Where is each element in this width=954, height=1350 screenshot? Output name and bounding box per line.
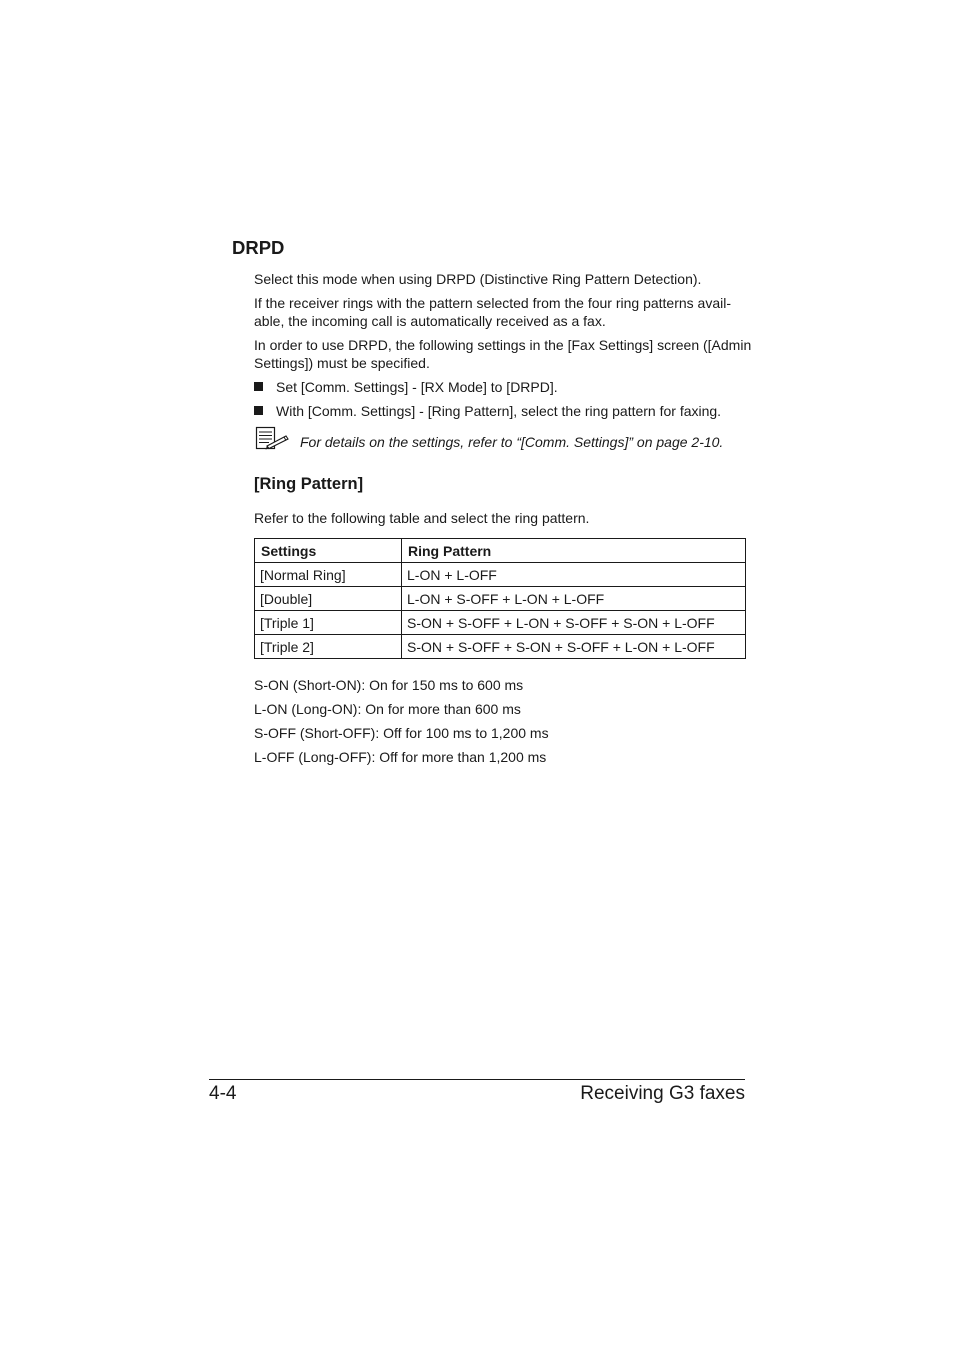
bullet-text: Set [Comm. Settings] - [RX Mode] to [DRPD]. xyxy=(276,379,558,395)
table-cell: [Double] xyxy=(255,587,402,611)
paragraph-ring-detection: If the receiver rings with the pattern selected from the four ring patterns avail-able, the incoming call is automatically received as a fax. xyxy=(254,295,732,329)
bullet-item xyxy=(254,378,558,396)
note-pencil-icon xyxy=(255,426,291,452)
table-header-row xyxy=(255,539,746,563)
column-header-settings: Settings xyxy=(255,539,402,563)
table-cell: S-ON + S-OFF + S-ON + S-OFF + L-ON + L-OFF xyxy=(402,635,746,659)
paragraph-intro: Select this mode when using DRPD (Distinctive Ring Pattern Detection). xyxy=(254,271,702,287)
paragraph-requirements: In order to use DRPD, the following settings in the [Fax Settings] screen ([Admin Settings]) must be specified. xyxy=(254,337,752,371)
definition-item: S-OFF (Short-OFF): Off for 100 ms to 1,200 ms xyxy=(254,725,549,741)
bullet-text: With [Comm. Settings] - [Ring Pattern], select the ring pattern for faxing. xyxy=(276,403,722,419)
footer-divider xyxy=(209,1079,745,1080)
section-heading: DRPD xyxy=(232,237,285,258)
definition-item: L-OFF (Long-OFF): Off for more than 1,200 ms xyxy=(254,749,547,765)
ring-pattern-table xyxy=(254,538,746,659)
table-cell: L-ON + S-OFF + L-ON + L-OFF xyxy=(402,587,746,611)
table-row xyxy=(255,635,746,659)
bullet-square-icon xyxy=(254,382,263,391)
definition-item: L-ON (Long-ON): On for more than 600 ms xyxy=(254,701,521,717)
table-cell: [Triple 1] xyxy=(255,611,402,635)
table-cell: [Normal Ring] xyxy=(255,563,402,587)
table-cell: [Triple 2] xyxy=(255,635,402,659)
table-cell: S-ON + S-OFF + L-ON + S-OFF + S-ON + L-OFF xyxy=(402,611,746,635)
column-header-ring-pattern: Ring Pattern xyxy=(402,539,746,563)
note-text: For details on the settings, refer to “[Comm. Settings]” on page 2-10. xyxy=(300,434,724,450)
chapter-title: Receiving G3 faxes xyxy=(580,1083,745,1104)
definition-item: S-ON (Short-ON): On for 150 ms to 600 ms xyxy=(254,677,524,693)
bullet-square-icon xyxy=(254,406,263,415)
table-row xyxy=(255,587,746,611)
table-row xyxy=(255,611,746,635)
bullet-item xyxy=(254,402,721,420)
table-row xyxy=(255,563,746,587)
page-number: 4-4 xyxy=(209,1083,237,1104)
table-intro: Refer to the following table and select the ring pattern. xyxy=(254,510,590,526)
table-cell: L-ON + L-OFF xyxy=(402,563,746,587)
subsection-heading: [Ring Pattern] xyxy=(254,475,364,493)
